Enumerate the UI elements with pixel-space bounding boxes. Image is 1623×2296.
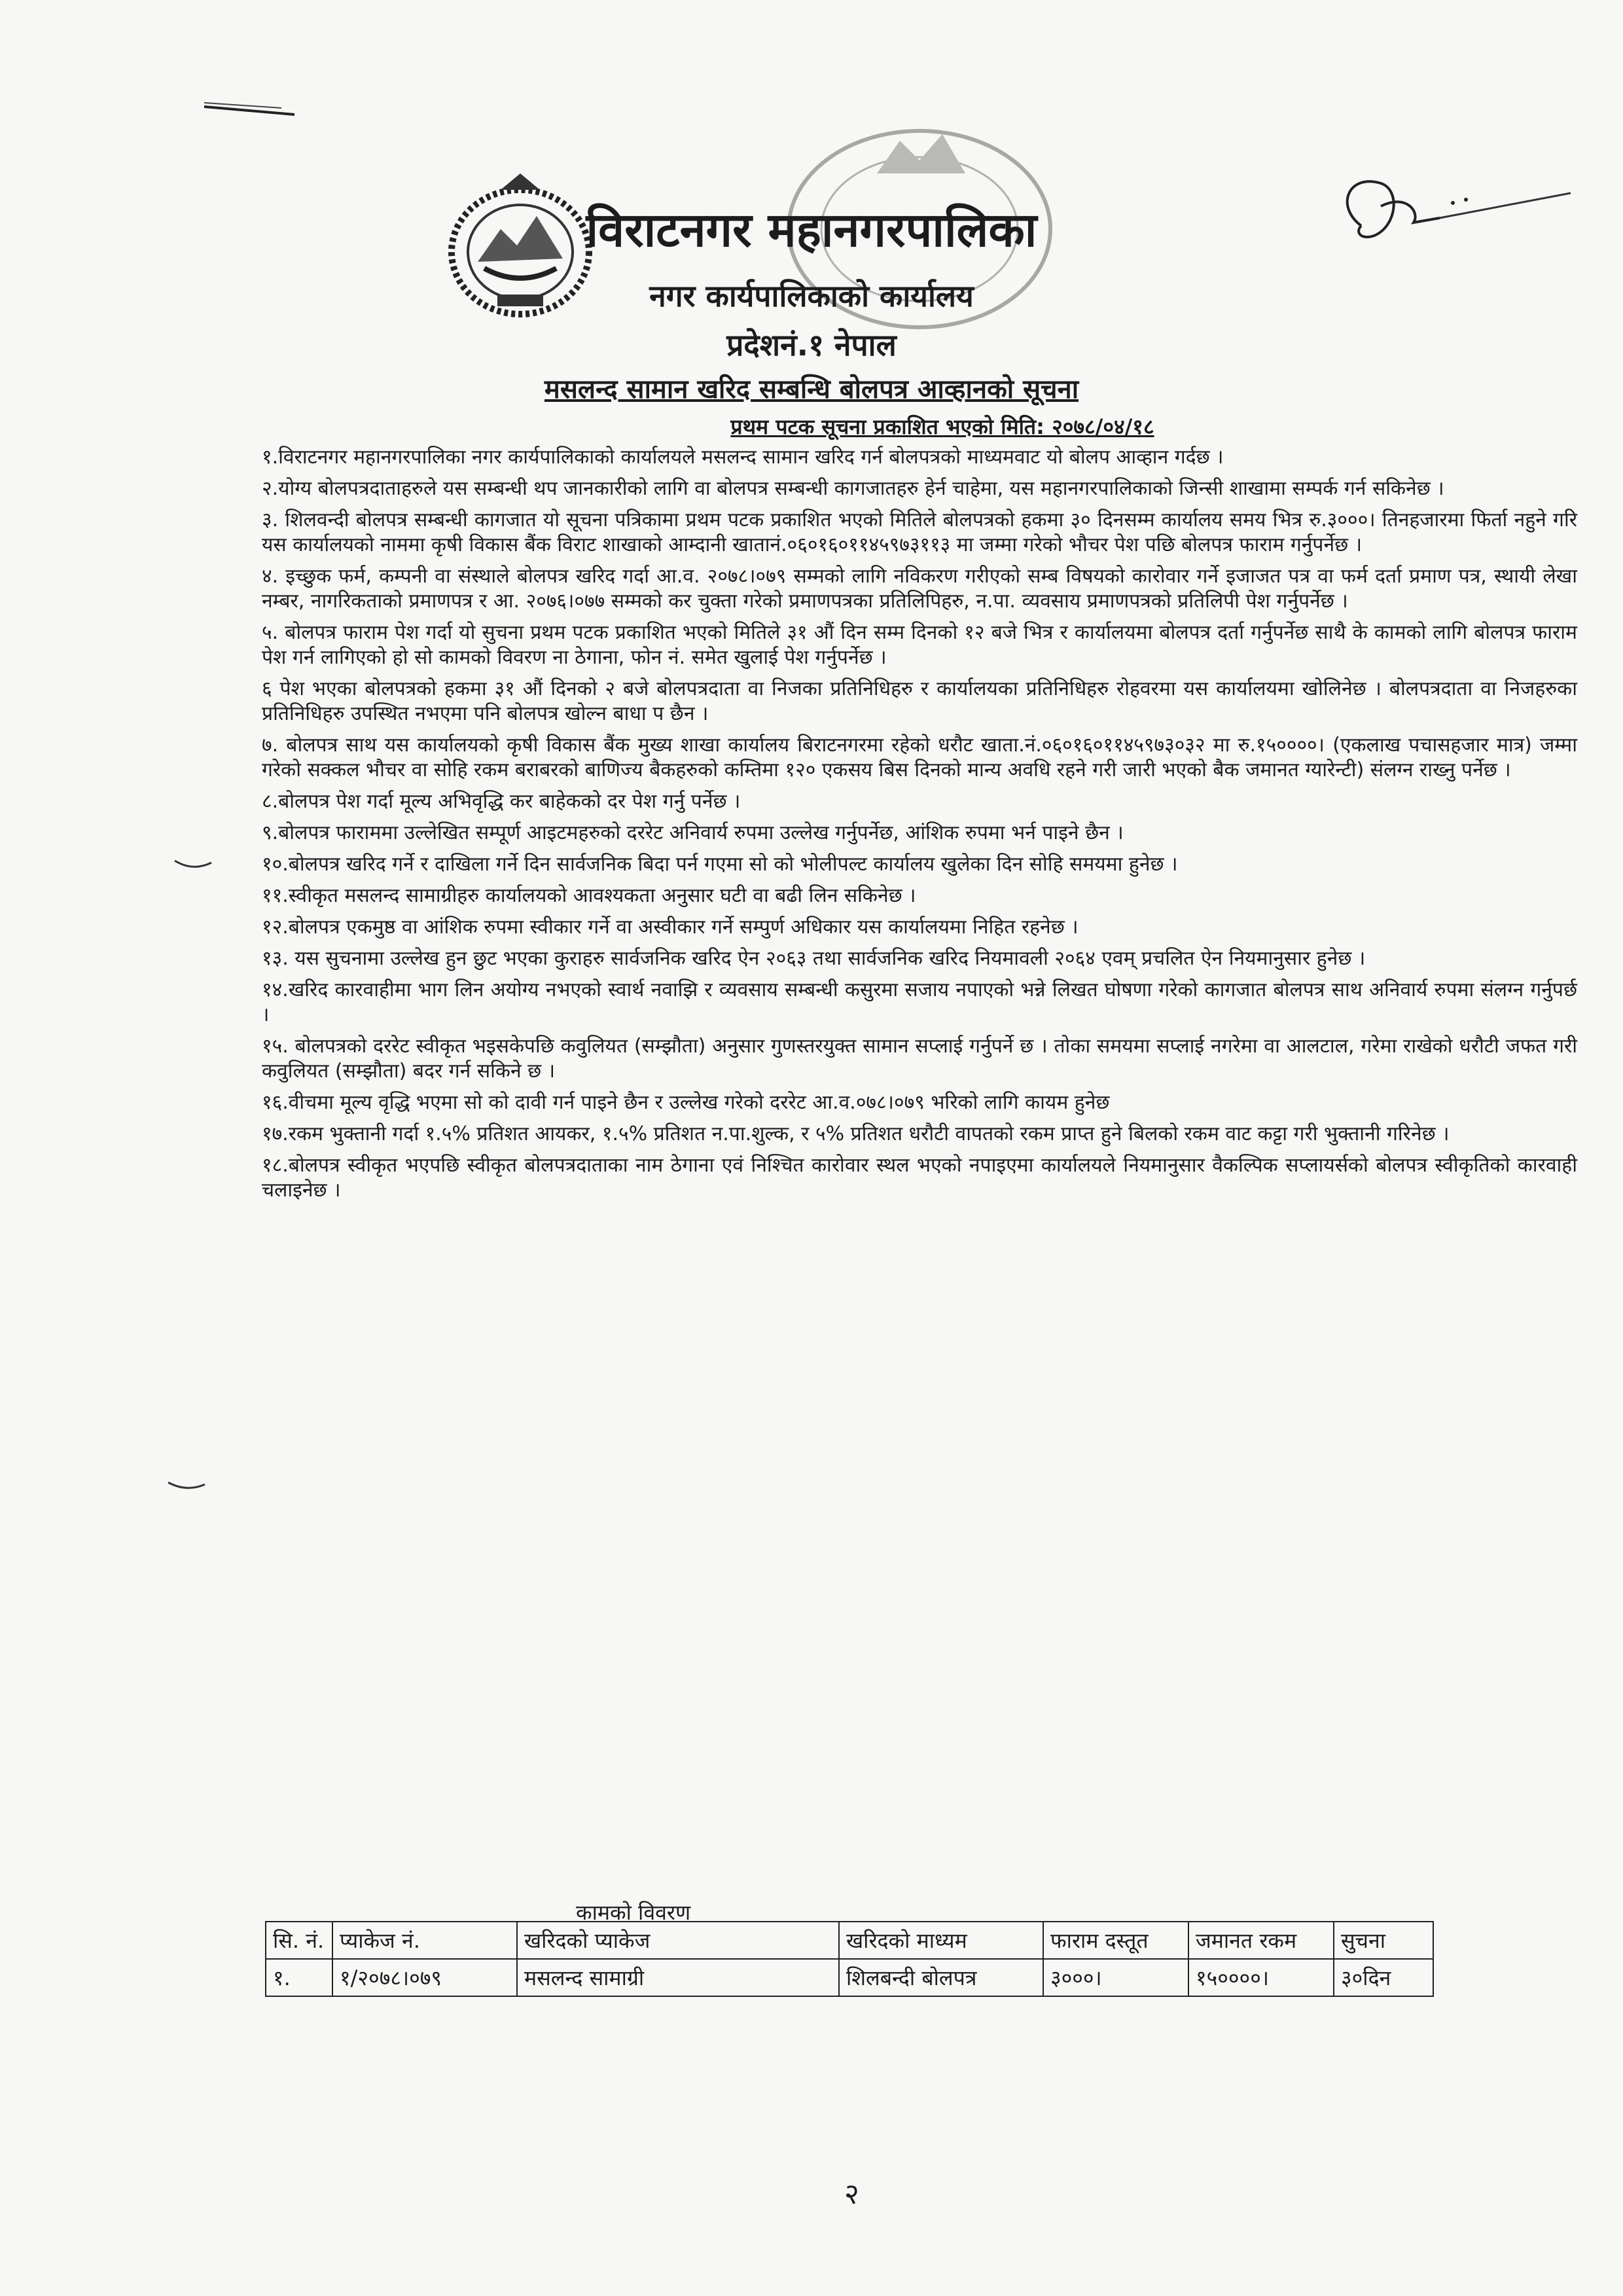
- notice-heading: मसलन्द सामान खरिद सम्बन्धि बोलपत्र आव्हानको सूचना: [544, 374, 1079, 404]
- cell-form-fee: ३०००।: [1043, 1959, 1188, 1996]
- cell-package-no: १/२०७८।०७९: [332, 1959, 517, 1996]
- clause-6: ६ पेश भएका बोलपत्रको हकमा ३१ औं दिनको २ बजे बोलपत्रदाता वा निजका प्रतिनिधिहरु र कार्यालयका प्रतिनिधिहरु रोहवरमा यस कार्यालयमा खोलिनेछ । बोलपत्रदाता वा निजहरुका प्रतिनिधिहरु उपस्थित नभएमा पनि बोलपत्र खोल्न बाधा प छैन ।: [262, 677, 1584, 725]
- clause-7: ७. बोलपत्र साथ यस कार्यालयको कृषी विकास बैंक मुख्य शाखा कार्यालय बिराटनगरमा रहेको धरौट खाता.नं.०६०१६०११४५९७३०३२ मा रु.१५००००। (एकलाख पचासहजार मात्र) जम्मा गरेको सक्कल भौचर वा सोहि रकम बराबरको बाणिज्य बैकहरुको कम्तिमा १२० एकसय बिस दिनको मान्य अवधि रहने गरी जारी भएको बैक जमानत ग्यारेन्टी) संलग्न राख्नु पर्नेछ ।: [262, 734, 1584, 781]
- clause-8: ८.बोलपत्र पेश गर्दा मूल्य अभिवृद्धि कर बाहेकको दर पेश गर्नु पर्नेछ ।: [262, 790, 741, 813]
- clause-16: १६.वीचमा मूल्य वृद्धि भएमा सो को दावी गर्न पाइने छैन र उल्लेख गरेको दररेट आ.व.०७८।०७९ भरिको लागि कायम हुनेछ: [262, 1091, 1110, 1114]
- cell-procurement-method: शिलबन्दी बोलपत्र: [839, 1959, 1043, 1996]
- header-security-amount: जमानत रकम: [1188, 1922, 1334, 1959]
- clause-10: १०.बोलपत्र खरिद गर्ने र दाखिला गर्ने दिन सार्वजनिक बिदा पर्न गएमा सो को भोलीपल्ट कार्यालय खुलेका दिन सोहि समयमा हुनेछ ।: [262, 853, 1178, 876]
- cell-serial-no: १.: [266, 1959, 332, 1996]
- cell-procurement-package: मसलन्द सामाग्री: [517, 1959, 839, 1996]
- clause-5: ५. बोलपत्र फाराम पेश गर्दा यो सुचना प्रथम पटक प्रकाशित भएको मितिले ३१ औं दिन सम्म दिनको १२ बजे भित्र र कार्यालयमा बोलपत्र दर्ता गर्नुपर्नेछ साथै के कामको लागि बोलपत्र फाराम पेश गर्न लागिएको हो सो कामको विवरण ना ठेगाना, फोन नं. समेत खुलाई पेश गर्नुपर्नेछ ।: [262, 621, 1584, 669]
- table-row: [266, 1959, 1433, 1996]
- publish-date: प्रथम पटक सूचना प्रकाशित भएको मिति: २०७८/०४/१८: [730, 414, 1154, 439]
- clause-9: ९.बोलपत्र फाराममा उल्लेखित सम्पूर्ण आइटमहरुको दररेट अनिवार्य रुपमा उल्लेख गर्नुपर्नेछ, आंशिक रुपमा भर्न पाइने छैन ।: [262, 821, 1124, 844]
- clause-2: २.योग्य बोलपत्रदाताहरुले यस सम्बन्धी थप जानकारीको लागि वा बोलपत्र सम्बन्धी कागजातहरु हेर्न चाहेमा, यस महानगरपालिकाको जिन्सी शाखामा सम्पर्क गर्न सकिनेछ ।: [262, 477, 1444, 500]
- clause-1: १.विराटनगर महानगरपालिका नगर कार्यपालिकाको कार्यालयले मसलन्द सामान खरिद गर्न बोलपत्रको माध्यमवाट यो बोलप आव्हान गर्दछ ।: [262, 446, 1224, 469]
- cell-notice-period: ३०दिन: [1334, 1959, 1433, 1996]
- header-procurement-method: खरिदको माध्यम: [839, 1922, 1043, 1959]
- margin-tick-mark: [173, 857, 213, 870]
- header-notice-period: सुचना: [1334, 1922, 1433, 1959]
- table-caption: कामको विवरण: [576, 1900, 691, 1925]
- clause-12: १२.बोलपत्र एकमुष्ठ वा आंशिक रुपमा स्वीकार गर्ने वा अस्वीकार गर्ने सम्पुर्ण अधिकार यस कार्यालयमा निहित रहनेछ ।: [262, 916, 1079, 939]
- province-label: प्रदेशनं.१ नेपाल: [726, 327, 897, 363]
- work-details-table: [265, 1921, 1434, 1997]
- table-header-row: [266, 1922, 1433, 1959]
- margin-tick-mark: [167, 1479, 206, 1492]
- page-number: २: [844, 2178, 859, 2211]
- header-procurement-package: खरिदको प्याकेज: [517, 1922, 839, 1959]
- cell-security-amount: १५००००।: [1188, 1959, 1334, 1996]
- header-serial-no: सि. नं.: [266, 1922, 332, 1959]
- clause-18: १८.बोलपत्र स्वीकृत भएपछि स्वीकृत बोलपत्रदाताका नाम ठेगाना एवं निश्चित कारोवार स्थल भएको नपाइएमा कार्यालयले नियमानुसार वैकल्पिक सप्लायर्सको बोलपत्र स्वीकृतिको कारवाही चलाइनेछ ।: [262, 1154, 1584, 1202]
- office-name: नगर कार्यपालिकाको कार्यालय: [649, 278, 974, 314]
- clause-4: ४. इच्छुक फर्म, कम्पनी वा संस्थाले बोलपत्र खरिद गर्दा आ.व. २०७८।०७९ सम्मको लागि नविकरण गरीएको सम्ब विषयको कारोवार गर्ने इजाजत पत्र वा फर्म दर्ता प्रमाण पत्र, स्थायी लेखा नम्बर, नागरिकताको प्रमाणपत्र र आ. २०७६।०७७ सम्मको कर चुक्ता गरेको प्रमाणपत्रका प्रतिलिपिहरु, न.पा. व्यवसाय प्रमाणपत्रको प्रतिलिपी पेश गर्नुपर्नेछ ।: [262, 565, 1584, 613]
- clause-14: १४.खरिद कारवाहीमा भाग लिन अयोग्य नभएको स्वार्थ नवाझि र व्यवसाय सम्बन्धी कसुरमा सजाय नपाएको भन्ने लिखत घोषणा गरेको कागजात बोलपत्र साथ अनिवार्य रुपमा संलग्न गर्नुपर्छ ।: [262, 978, 1584, 1026]
- clause-17: १७.रकम भुक्तानी गर्दा १.५% प्रतिशत आयकर, १.५% प्रतिशत न.पा.शुल्क, र ५% प्रतिशत धरौटी वापतको रकम प्राप्त हुने बिलको रकम वाट कट्टा गरी भुक्तानी गरिनेछ ।: [262, 1122, 1450, 1145]
- header-form-fee: फाराम दस्तूत: [1043, 1922, 1188, 1959]
- notice-clauses: [262, 445, 1584, 1210]
- clause-13: १३. यस सुचनामा उल्लेख हुन छुट भएका कुराहरु सार्वजनिक खरिद ऐन २०६३ तथा सार्वजनिक खरिद नियमावली २०६४ एवम् प्रचलित ऐन नियमानुसार हुनेछ ।: [262, 947, 1366, 970]
- clause-11: ११.स्वीकृत मसलन्द सामाग्रीहरु कार्यालयको आवश्यकता अनुसार घटी वा बढी लिन सकिनेछ ।: [262, 884, 916, 907]
- organization-name: विराटनगर महानगरपालिका: [586, 202, 1037, 257]
- clause-3: ३. शिलवन्दी बोलपत्र सम्बन्धी कागजात यो सूचना पत्रिकामा प्रथम पटक प्रकाशित भएको मितिले बोलपत्रको हकमा ३० दिनसम्म कार्यालय समय भित्र रु.३०००। तिनहजारमा फिर्ता नहुने गरि यस कार्यालयको नाममा कृषी विकास बैंक विराट शाखाको आम्दानी खातानं.०६०१६०११४५९७३११३ मा जम्मा गरेको भौचर पेश पछि बोलपत्र फाराम गर्नुपर्नेछ ।: [262, 509, 1584, 556]
- header-package-no: प्याकेज नं.: [332, 1922, 517, 1959]
- clause-15: १५. बोलपत्रको दररेट स्वीकृत भइसकेपछि कवुलियत (सम्झौता) अनुसार गुणस्तरयुक्त सामान सप्लाई गर्नुपर्ने छ । तोका समयमा सप्लाई नगरेमा वा आलटाल, गरेमा राखेको धरौटी जफत गरी कवुलियत (सम्झौता) बदर गर्न सकिने छ ।: [262, 1035, 1584, 1083]
- pen-mark-line: [203, 95, 301, 121]
